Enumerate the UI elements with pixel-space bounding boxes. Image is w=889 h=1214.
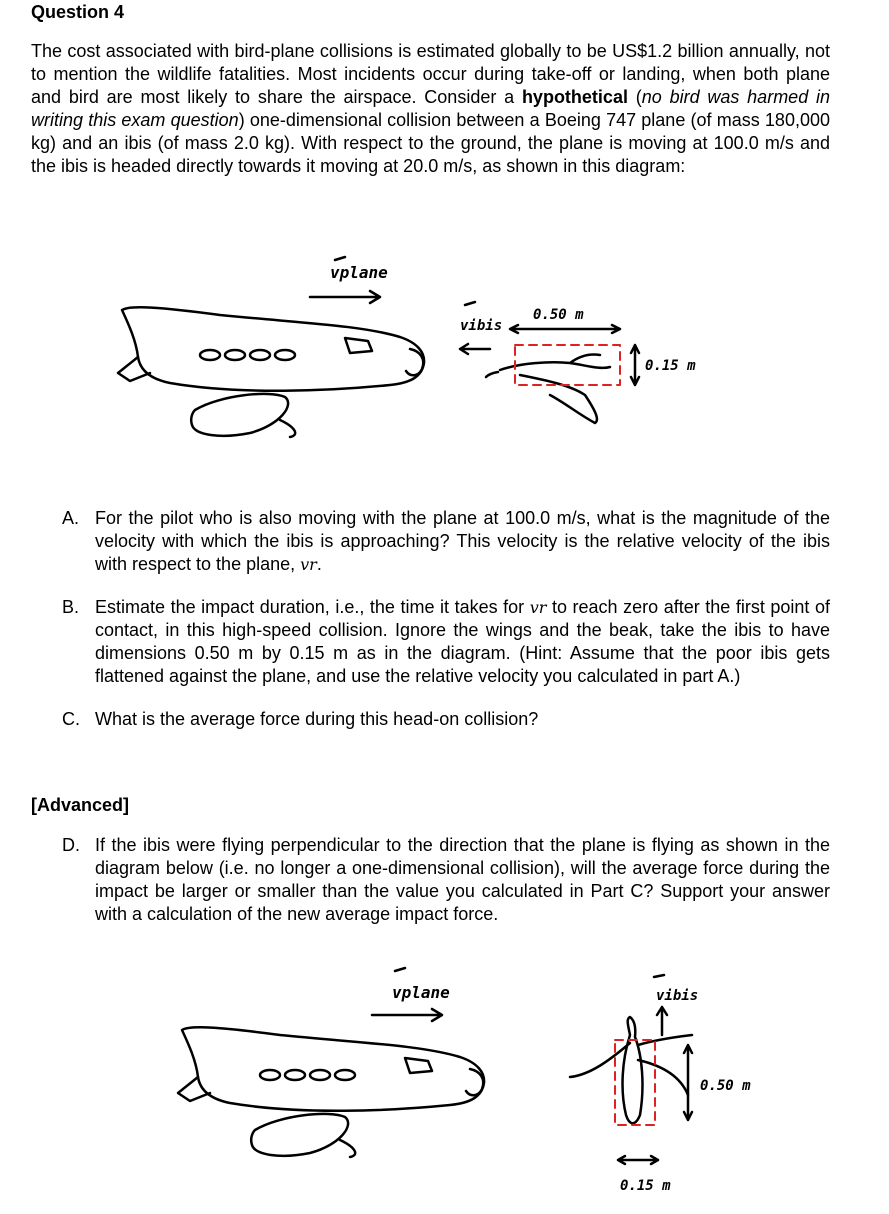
perpendicular-collision-diagram: [160, 965, 780, 1200]
part-a-letter: A.: [62, 508, 80, 528]
part-b-pre: Estimate the impact duration, i.e., the time it takes for: [95, 597, 530, 617]
height-arrow: [631, 345, 639, 385]
relative-velocity-symbol: vr: [300, 555, 317, 574]
ibis-body: [500, 354, 610, 423]
intro-text-1: The cost associated with bird-plane collisions is estimated globally to be US$1.2 billion annually, not to mention the wildlife fatalities. Most incidents occur during take-off or landing, when both plane and bird are most likely to share the airspace. Consider a: [31, 41, 830, 107]
plane-velocity-arrow: [372, 1009, 442, 1021]
part-d: [62, 834, 830, 926]
part-b: [62, 596, 830, 688]
v-plane-label: vplane: [330, 263, 388, 282]
part-a-body: For the pilot who is also moving with the plane at 100.0 m/s, what is the magnitude of the velocity with which the ibis is approaching? This velocity is the relative velocity of the ibis with respect to the plane,: [95, 508, 830, 574]
ibis-dimension-box: [615, 1040, 655, 1125]
parts-list-abc: [62, 507, 830, 751]
length-label: 0.50 m: [700, 1078, 751, 1094]
plane-nose-ring: [406, 349, 423, 375]
intro-italic: no bird was harmed in writing this exam question: [31, 87, 831, 130]
ibis-dimension-box: [515, 345, 620, 385]
ibis-velocity-arrow: [657, 1007, 667, 1035]
plane-velocity-arrow: [310, 291, 380, 303]
head-on-collision-diagram: [100, 245, 696, 445]
part-c-text: What is the average force during this head-on collision?: [95, 709, 539, 729]
length-arrow: [510, 325, 620, 333]
width-arrow: [618, 1156, 658, 1164]
v-ibis-label: vibis: [656, 988, 699, 1004]
plane-body: [122, 307, 424, 390]
part-b-letter: B.: [62, 597, 80, 617]
part-c: [62, 708, 830, 731]
relative-velocity-symbol: vr: [529, 598, 547, 617]
v-plane-label: vplane: [392, 983, 450, 1002]
question-title: Question 4: [31, 2, 125, 22]
ibis-body: [623, 1017, 643, 1123]
advanced-heading: [Advanced]: [31, 795, 130, 815]
part-d-text: If the ibis were flying perpendicular to the direction that the plane is flying as shown in the diagram below (i.e. no longer a one-dimensional collision), will the average force during the impact be larger or smaller than the value you calculated in Part C? Support your answer with a calculation of the new average impact force.: [95, 835, 830, 924]
intro-text-3: ) one-dimensional collision between a Boeing 747 plane (of mass 180,000 kg) and an ibis (of mass 2.0 kg). With respect to the ground, the plane is moving at 100.0 m/s and the ibis is headed directly towards it moving at 20.0 m/s, as shown in this diagram:: [31, 110, 830, 176]
question-intro: [31, 40, 830, 178]
plane-tail: [118, 357, 150, 381]
length-arrow: [684, 1045, 692, 1120]
part-a: [62, 507, 830, 576]
parts-list-d: [62, 834, 830, 946]
part-b-text: [95, 596, 830, 688]
part-a-end: .: [316, 554, 322, 574]
part-c-letter: C.: [62, 709, 80, 729]
intro-text-2: (: [627, 87, 642, 107]
plane-body: [182, 1027, 484, 1110]
intro-bold: hypothetical: [521, 87, 628, 107]
ibis-velocity-arrow: [460, 344, 490, 354]
plane-cockpit: [345, 338, 372, 353]
height-label: 0.15 m: [645, 358, 696, 374]
plane-cockpit: [405, 1058, 432, 1073]
v-ibis-label: vibis: [460, 318, 503, 334]
part-a-text: [95, 507, 830, 576]
plane-wing: [251, 1114, 348, 1156]
plane-nose-ring: [466, 1069, 483, 1095]
length-label: 0.50 m: [533, 307, 584, 323]
part-b-post: to reach zero after the first point of contact, in this high-speed collision. Ignore the wings and the beak, take the ibis to have dimensions 0.50 m by 0.15 m as in the diagram. (Hint: Assume that the poor ibis gets flattened against the plane, and use the relative velocity you calculated in part A.): [95, 597, 830, 686]
plane-tail: [178, 1077, 210, 1101]
plane-wing: [191, 394, 288, 436]
width-label: 0.15 m: [620, 1178, 671, 1194]
part-d-letter: D.: [62, 835, 80, 855]
